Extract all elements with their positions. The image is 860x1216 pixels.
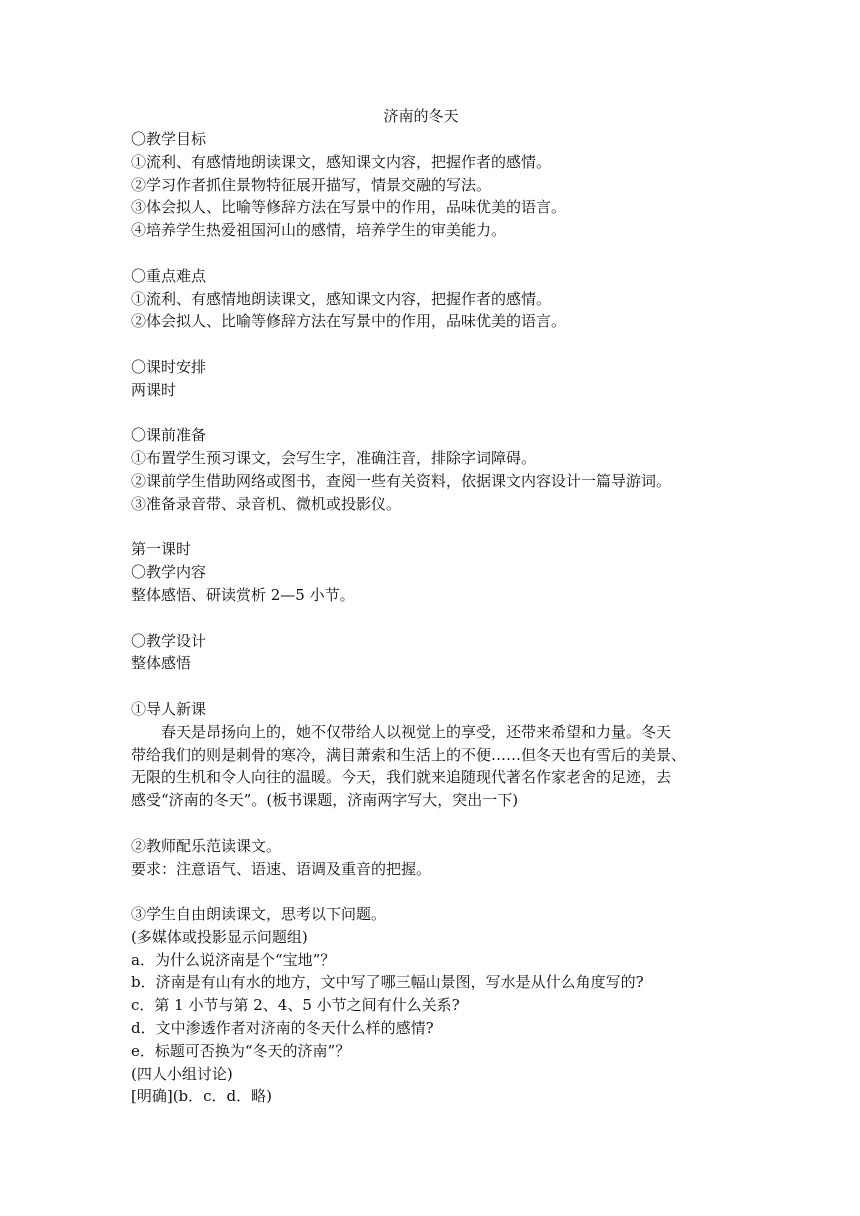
answer-note: [明确](b．c．d．略) [131, 1087, 273, 1106]
question-item: d．文中渗透作者对济南的冬天什么样的感情? [131, 1019, 434, 1038]
design-heading: 〇教学设计 [131, 631, 207, 650]
step2-requirement: 要求：注意语气、语速、语调及重音的把握。 [131, 859, 432, 878]
goal-item: ③体会拟人、比喻等修辞方法在写景中的作用，品味优美的语言。 [131, 198, 567, 217]
spacer [131, 333, 731, 356]
document-body [131, 104, 731, 1108]
goal-item: ②学习作者抓住景物特征展开描写，情景交融的写法。 [131, 175, 492, 194]
preparation-heading: 〇课前准备 [131, 426, 207, 445]
content-heading: 〇教学内容 [131, 563, 207, 582]
spacer [131, 242, 731, 265]
question-item: b．济南是有山有水的地方，文中写了哪三幅山景图，写水是从什么角度写的? [131, 973, 644, 992]
question-item: e．标题可否换为“冬天的济南”？ [131, 1041, 351, 1060]
goals-heading: 〇教学目标 [131, 130, 207, 148]
key-point-item: ②体会拟人、比喻等修辞方法在写景中的作用，品味优美的语言。 [131, 312, 567, 331]
spacer [131, 607, 731, 630]
lesson1-heading: 第一课时 [131, 540, 192, 559]
spacer [131, 880, 731, 903]
schedule-value: 两课时 [131, 380, 177, 399]
content-value: 整体感悟、研读赏析 2—5 小节。 [131, 585, 355, 604]
step3-heading: ③学生自由朗读课文，思考以下问题。 [131, 905, 387, 924]
spacer [131, 402, 731, 425]
document-title: 济南的冬天 [383, 107, 459, 125]
design-sub-heading: 整体感悟 [131, 654, 192, 673]
spacer [131, 516, 731, 539]
key-point-item: ①流利、有感情地朗读课文，感知课文内容，把握作者的感情。 [131, 289, 552, 308]
intro-paragraph-line: 感受“济南的冬天”。(板书课题，济南两字写大，突出一下) [131, 791, 519, 810]
goal-item: ④培养学生热爱祖国河山的感情，培养学生的审美能力。 [131, 221, 507, 240]
preparation-item: ①布置学生预习课文，会写生字，准确注音，排除字词障碍。 [131, 449, 537, 468]
spacer [131, 812, 731, 835]
question-item: a．为什么说济南是个“宝地”？ [131, 950, 336, 969]
schedule-heading: 〇课时安排 [131, 357, 207, 376]
intro-paragraph-line: 带给我们的则是刺骨的寒冷，满目萧索和生活上的不便……但冬天也有雪后的美景、 [131, 745, 687, 764]
preparation-item: ③准备录音带、录音机、微机或投影仪。 [131, 494, 402, 513]
spacer [131, 675, 731, 698]
key-points-heading: 〇重点难点 [131, 266, 207, 285]
intro-paragraph-line: 春天是昂扬向上的，她不仅带给人以视觉上的享受，还带来希望和力量。冬天 [161, 722, 672, 741]
step3-note: (多媒体或投影显示问题组) [131, 927, 308, 946]
goal-item: ①流利、有感情地朗读课文，感知课文内容，把握作者的感情。 [131, 152, 552, 171]
intro-paragraph-line: 无限的生机和令人向往的温暖。今天，我们就来追随现代著名作家老舍的足迹，去 [131, 768, 672, 787]
group-discussion-note: (四人小组讨论) [131, 1064, 233, 1083]
question-item: c．第 1 小节与第 2、4、5 小节之间有什么关系? [131, 996, 460, 1015]
step1-heading: ①导人新课 [131, 699, 207, 718]
step2-heading: ②教师配乐范读课文。 [131, 836, 282, 855]
preparation-item: ②课前学生借助网络或图书，查阅一些有关资料，依据课文内容设计一篇导游词。 [131, 471, 672, 490]
